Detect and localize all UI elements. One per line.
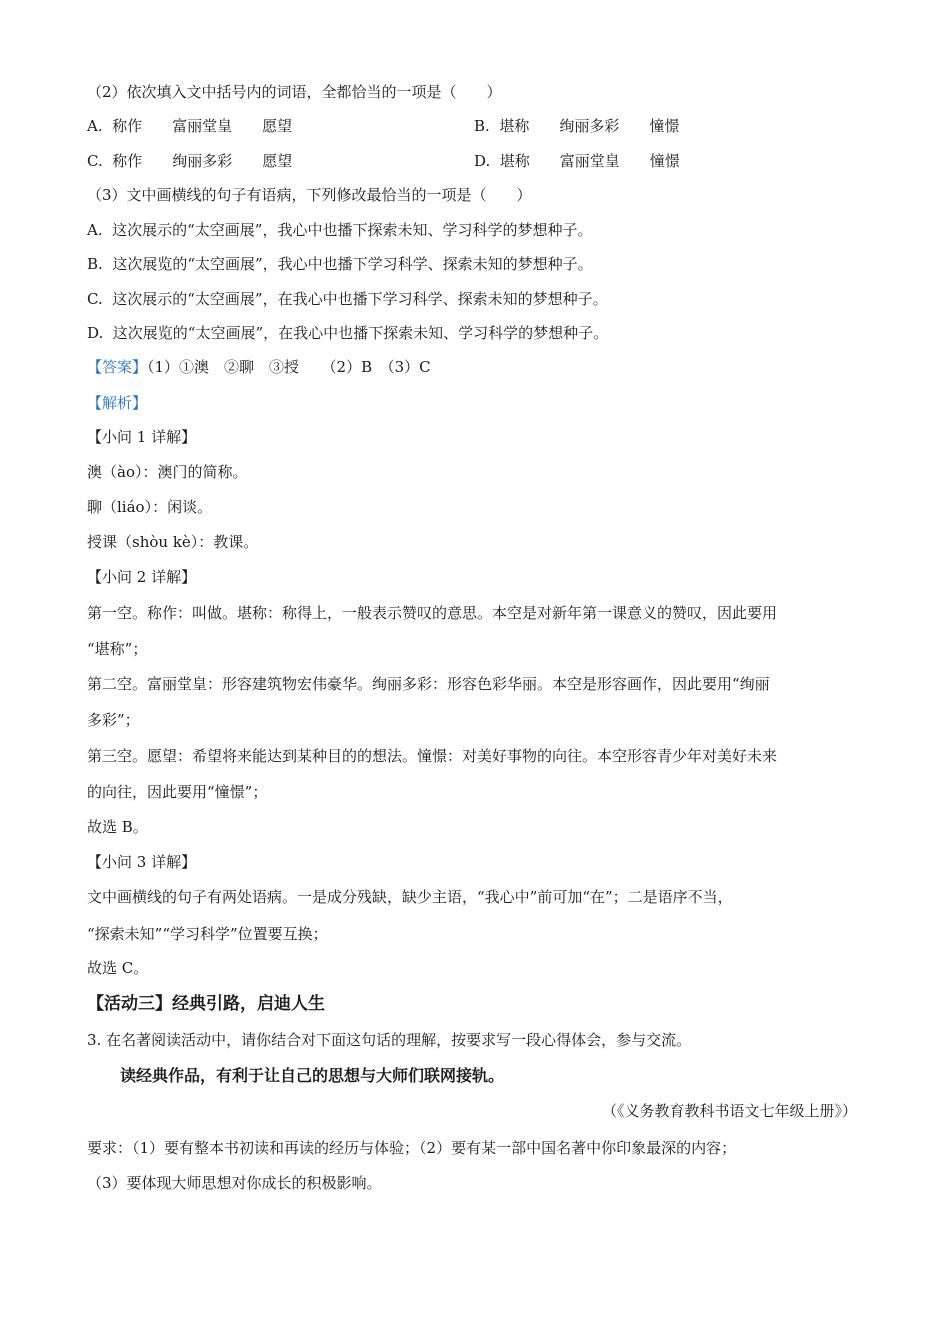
activity3-requirement-1: 要求：（1）要有整本书初读和再读的经历与体验；（2）要有某一部中国名著中你印象最深的内容； [87,1139,737,1157]
analysis-label: 【解析】 [87,394,148,412]
q3-option-b: B. 这次展览的“太空画展”，我心中也播下学习科学、探索未知的梦想种子。 [87,255,593,273]
sub1-line: 聊（liáo）：闲谈。 [87,498,213,516]
q3-option-d: D. 这次展览的“太空画展”，在我心中也播下探索未知、学习科学的梦想种子。 [87,324,609,342]
activity3-source: （《义务教育教科书语文七年级上册》） [601,1102,857,1120]
activity3-heading: 【活动三】经典引路，启迪人生 [87,994,325,1014]
q2-option-c: C. 称作 绚丽多彩 愿望 [87,152,293,170]
q2-option-d: D. 堪称 富丽堂皇 憧憬 [474,152,680,170]
sub1-line: 授课（shòu kè）：教课。 [87,533,259,551]
sub2-line: 故选 B。 [87,818,148,836]
answer-label: 【答案】 [87,358,148,376]
sub1-line: 澳（ào）：澳门的简称。 [87,463,248,481]
sub2-heading: 【小问 2 详解】 [87,568,197,586]
sub3-line: 故选 C。 [87,959,149,977]
activity3-requirement-2: （3）要体现大师思想对你成长的积极影响。 [87,1174,382,1192]
q3-option-c: C. 这次展示的“太空画展”，在我心中也播下学习科学、探索未知的梦想种子。 [87,290,608,308]
answer-text: （1）①澳 ②聊 ③授 （2）B （3）C [147,358,431,376]
activity3-quote: 读经典作品，有利于让自己的思想与大师们联网接轨。 [120,1066,505,1085]
q3-option-a: A. 这次展示的“太空画展”，我心中也播下探索未知、学习科学的梦想种子。 [87,221,593,239]
sub3-line: 文中画横线的句子有两处语病。一是成分残缺，缺少主语，“我心中”前可加“在”；二是语序不当， [87,888,733,906]
sub2-line: 第一空。称作：叫做。堪称：称得上，一般表示赞叹的意思。本空是对新年第一课意义的赞叹，因此要用 [87,604,778,622]
q2-option-b: B. 堪称 绚丽多彩 憧憬 [474,117,680,135]
sub3-line: “探索未知”“学习科学”位置要互换； [87,925,328,943]
activity3-question: 3. 在名著阅读活动中，请你结合对下面这句话的理解，按要求写一段心得体会，参与交流。 [87,1031,692,1049]
sub2-line: 多彩”； [87,711,140,729]
q2-option-a: A. 称作 富丽堂皇 愿望 [87,117,293,135]
sub2-line: 的向往，因此要用“憧憬”； [87,783,268,801]
q3-stem: （3）文中画横线的句子有语病，下列修改最恰当的一项是（ ） [87,186,532,204]
sub1-heading: 【小问 1 详解】 [87,428,197,446]
sub2-line: “堪称”； [87,640,148,658]
sub2-line: 第二空。富丽堂皇：形容建筑物宏伟豪华。绚丽多彩：形容色彩华丽。本空是形容画作，因此要用“绚丽 [87,675,770,693]
q2-stem: （2）依次填入文中括号内的词语，全都恰当的一项是（ ） [87,83,502,101]
sub3-heading: 【小问 3 详解】 [87,853,197,871]
answer-line [87,357,431,377]
sub2-line: 第三空。愿望：希望将来能达到某种目的的想法。憧憬：对美好事物的向往。本空形容青少年对美好未来 [87,747,778,765]
